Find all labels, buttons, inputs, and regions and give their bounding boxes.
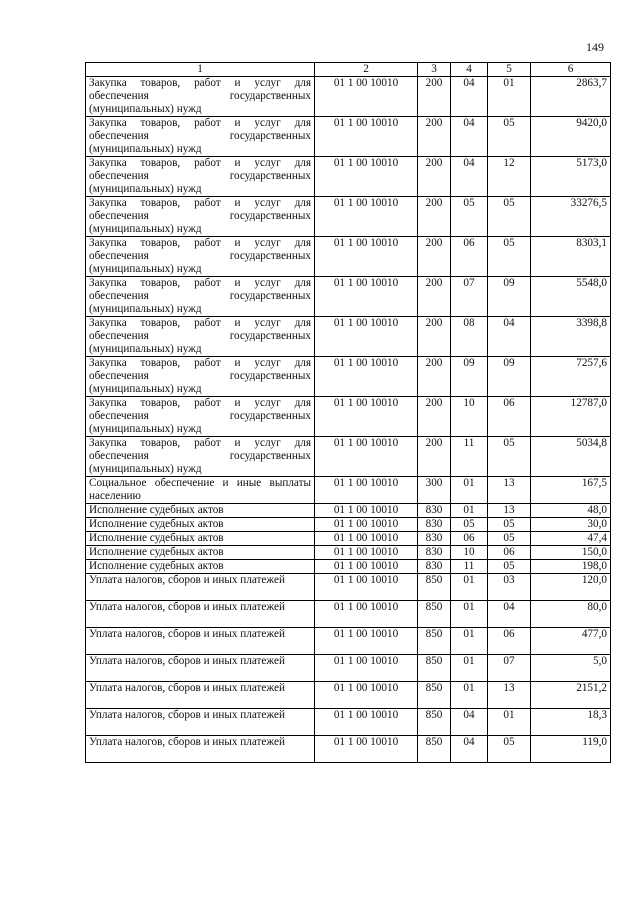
expense-type-cell: 830 — [418, 504, 451, 518]
expense-type-cell: 200 — [418, 237, 451, 277]
table-row — [86, 357, 611, 397]
expense-type-cell: 830 — [418, 560, 451, 574]
expense-name-cell: Уплата налогов, сборов и иных платежей — [86, 709, 315, 736]
subsection-cell: 05 — [488, 197, 531, 237]
target-code-cell: 01 1 00 10010 — [315, 518, 418, 532]
expense-name-cell: Закупка товаров, работ и услуг для обеспечения государственных (муниципальных) нужд — [86, 237, 315, 277]
subsection-cell: 05 — [488, 437, 531, 477]
expense-name-cell: Исполнение судебных актов — [86, 560, 315, 574]
section-cell: 01 — [451, 601, 488, 628]
subsection-cell: 06 — [488, 628, 531, 655]
target-code-cell: 01 1 00 10010 — [315, 77, 418, 117]
target-code-cell: 01 1 00 10010 — [315, 655, 418, 682]
target-code-cell: 01 1 00 10010 — [315, 546, 418, 560]
target-code-cell: 01 1 00 10010 — [315, 197, 418, 237]
target-code-cell: 01 1 00 10010 — [315, 574, 418, 601]
subsection-cell: 13 — [488, 477, 531, 504]
subsection-cell: 13 — [488, 682, 531, 709]
section-cell: 01 — [451, 655, 488, 682]
expense-name-cell: Закупка товаров, работ и услуг для обеспечения государственных (муниципальных) нужд — [86, 77, 315, 117]
expense-type-cell: 300 — [418, 477, 451, 504]
subsection-cell: 05 — [488, 736, 531, 763]
target-code-cell: 01 1 00 10010 — [315, 317, 418, 357]
amount-cell: 119,0 — [531, 736, 611, 763]
expense-type-cell: 850 — [418, 709, 451, 736]
amount-cell: 477,0 — [531, 628, 611, 655]
target-code-cell: 01 1 00 10010 — [315, 157, 418, 197]
section-cell: 08 — [451, 317, 488, 357]
column-header: 3 — [418, 63, 451, 77]
target-code-cell: 01 1 00 10010 — [315, 437, 418, 477]
amount-cell: 2151,2 — [531, 682, 611, 709]
expense-name-cell: Закупка товаров, работ и услуг для обеспечения государственных (муниципальных) нужд — [86, 437, 315, 477]
subsection-cell: 05 — [488, 237, 531, 277]
section-cell: 04 — [451, 736, 488, 763]
subsection-cell: 03 — [488, 574, 531, 601]
column-header: 6 — [531, 63, 611, 77]
amount-cell: 198,0 — [531, 560, 611, 574]
section-cell: 10 — [451, 546, 488, 560]
expense-name-cell: Социальное обеспечение и иные выплаты населению — [86, 477, 315, 504]
amount-cell: 7257,6 — [531, 357, 611, 397]
expense-type-cell: 200 — [418, 317, 451, 357]
column-header: 5 — [488, 63, 531, 77]
expense-name-cell: Закупка товаров, работ и услуг для обеспечения государственных (муниципальных) нужд — [86, 197, 315, 237]
table-row — [86, 574, 611, 601]
expense-name-cell: Уплата налогов, сборов и иных платежей — [86, 601, 315, 628]
section-cell: 06 — [451, 532, 488, 546]
table-row — [86, 601, 611, 628]
section-cell: 05 — [451, 197, 488, 237]
target-code-cell: 01 1 00 10010 — [315, 237, 418, 277]
subsection-cell: 01 — [488, 709, 531, 736]
section-cell: 01 — [451, 477, 488, 504]
expense-name-cell: Уплата налогов, сборов и иных платежей — [86, 655, 315, 682]
target-code-cell: 01 1 00 10010 — [315, 736, 418, 763]
amount-cell: 120,0 — [531, 574, 611, 601]
expense-type-cell: 200 — [418, 157, 451, 197]
target-code-cell: 01 1 00 10010 — [315, 397, 418, 437]
table-row — [86, 546, 611, 560]
subsection-cell: 07 — [488, 655, 531, 682]
amount-cell: 5034,8 — [531, 437, 611, 477]
amount-cell: 5548,0 — [531, 277, 611, 317]
expense-name-cell: Закупка товаров, работ и услуг для обеспечения государственных (муниципальных) нужд — [86, 357, 315, 397]
amount-cell: 150,0 — [531, 546, 611, 560]
subsection-cell: 09 — [488, 357, 531, 397]
table-row — [86, 518, 611, 532]
table-row — [86, 560, 611, 574]
table-row — [86, 157, 611, 197]
expense-type-cell: 200 — [418, 277, 451, 317]
subsection-cell: 05 — [488, 518, 531, 532]
expense-type-cell: 850 — [418, 655, 451, 682]
expense-name-cell: Исполнение судебных актов — [86, 518, 315, 532]
section-cell: 04 — [451, 709, 488, 736]
table-row — [86, 477, 611, 504]
expense-name-cell: Закупка товаров, работ и услуг для обеспечения государственных (муниципальных) нужд — [86, 397, 315, 437]
section-cell: 01 — [451, 574, 488, 601]
expense-type-cell: 830 — [418, 532, 451, 546]
expense-type-cell: 850 — [418, 574, 451, 601]
expense-name-cell: Уплата налогов, сборов и иных платежей — [86, 736, 315, 763]
target-code-cell: 01 1 00 10010 — [315, 117, 418, 157]
amount-cell: 5,0 — [531, 655, 611, 682]
table-row — [86, 655, 611, 682]
expense-type-cell: 200 — [418, 357, 451, 397]
amount-cell: 80,0 — [531, 601, 611, 628]
table-row — [86, 709, 611, 736]
amount-cell: 2863,7 — [531, 77, 611, 117]
subsection-cell: 04 — [488, 601, 531, 628]
section-cell: 07 — [451, 277, 488, 317]
table-row — [86, 317, 611, 357]
table-row — [86, 532, 611, 546]
amount-cell: 3398,8 — [531, 317, 611, 357]
subsection-cell: 06 — [488, 546, 531, 560]
expense-name-cell: Закупка товаров, работ и услуг для обеспечения государственных (муниципальных) нужд — [86, 317, 315, 357]
table-row — [86, 437, 611, 477]
amount-cell: 12787,0 — [531, 397, 611, 437]
amount-cell: 47,4 — [531, 532, 611, 546]
expense-name-cell: Исполнение судебных актов — [86, 546, 315, 560]
section-cell: 01 — [451, 682, 488, 709]
subsection-cell: 13 — [488, 504, 531, 518]
subsection-cell: 05 — [488, 560, 531, 574]
subsection-cell: 05 — [488, 532, 531, 546]
section-cell: 04 — [451, 157, 488, 197]
expense-type-cell: 200 — [418, 77, 451, 117]
amount-cell: 33276,5 — [531, 197, 611, 237]
amount-cell: 18,3 — [531, 709, 611, 736]
table-row — [86, 682, 611, 709]
table-header-row — [86, 63, 611, 77]
subsection-cell: 05 — [488, 117, 531, 157]
column-header: 2 — [315, 63, 418, 77]
target-code-cell: 01 1 00 10010 — [315, 277, 418, 317]
target-code-cell: 01 1 00 10010 — [315, 682, 418, 709]
expense-name-cell: Закупка товаров, работ и услуг для обеспечения государственных (муниципальных) нужд — [86, 157, 315, 197]
section-cell: 04 — [451, 77, 488, 117]
target-code-cell: 01 1 00 10010 — [315, 504, 418, 518]
expense-type-cell: 850 — [418, 682, 451, 709]
table-row — [86, 77, 611, 117]
section-cell: 04 — [451, 117, 488, 157]
section-cell: 06 — [451, 237, 488, 277]
subsection-cell: 06 — [488, 397, 531, 437]
expense-type-cell: 830 — [418, 546, 451, 560]
expense-name-cell: Уплата налогов, сборов и иных платежей — [86, 628, 315, 655]
amount-cell: 9420,0 — [531, 117, 611, 157]
section-cell: 10 — [451, 397, 488, 437]
expense-type-cell: 850 — [418, 601, 451, 628]
amount-cell: 167,5 — [531, 477, 611, 504]
target-code-cell: 01 1 00 10010 — [315, 357, 418, 397]
section-cell: 01 — [451, 504, 488, 518]
expense-type-cell: 200 — [418, 197, 451, 237]
target-code-cell: 01 1 00 10010 — [315, 601, 418, 628]
section-cell: 11 — [451, 560, 488, 574]
section-cell: 09 — [451, 357, 488, 397]
expense-name-cell: Исполнение судебных актов — [86, 532, 315, 546]
expense-name-cell: Закупка товаров, работ и услуг для обеспечения государственных (муниципальных) нужд — [86, 277, 315, 317]
table-row — [86, 504, 611, 518]
expense-name-cell: Уплата налогов, сборов и иных платежей — [86, 682, 315, 709]
expense-type-cell: 850 — [418, 736, 451, 763]
section-cell: 11 — [451, 437, 488, 477]
expense-name-cell: Закупка товаров, работ и услуг для обеспечения государственных (муниципальных) нужд — [86, 117, 315, 157]
target-code-cell: 01 1 00 10010 — [315, 477, 418, 504]
subsection-cell: 09 — [488, 277, 531, 317]
subsection-cell: 12 — [488, 157, 531, 197]
table-row — [86, 237, 611, 277]
expense-type-cell: 850 — [418, 628, 451, 655]
column-header: 1 — [86, 63, 315, 77]
amount-cell: 48,0 — [531, 504, 611, 518]
subsection-cell: 04 — [488, 317, 531, 357]
amount-cell: 8303,1 — [531, 237, 611, 277]
table-row — [86, 397, 611, 437]
table-row — [86, 277, 611, 317]
expense-type-cell: 200 — [418, 437, 451, 477]
section-cell: 05 — [451, 518, 488, 532]
table-row — [86, 736, 611, 763]
expense-type-cell: 200 — [418, 117, 451, 157]
target-code-cell: 01 1 00 10010 — [315, 628, 418, 655]
page-number: 149 — [586, 40, 604, 54]
expense-name-cell: Уплата налогов, сборов и иных платежей — [86, 574, 315, 601]
column-header: 4 — [451, 63, 488, 77]
amount-cell: 5173,0 — [531, 157, 611, 197]
table-row — [86, 197, 611, 237]
expense-name-cell: Исполнение судебных актов — [86, 504, 315, 518]
amount-cell: 30,0 — [531, 518, 611, 532]
target-code-cell: 01 1 00 10010 — [315, 532, 418, 546]
table-row — [86, 117, 611, 157]
target-code-cell: 01 1 00 10010 — [315, 560, 418, 574]
expense-type-cell: 830 — [418, 518, 451, 532]
target-code-cell: 01 1 00 10010 — [315, 709, 418, 736]
table-row — [86, 628, 611, 655]
budget-table — [85, 62, 611, 763]
section-cell: 01 — [451, 628, 488, 655]
expense-type-cell: 200 — [418, 397, 451, 437]
subsection-cell: 01 — [488, 77, 531, 117]
